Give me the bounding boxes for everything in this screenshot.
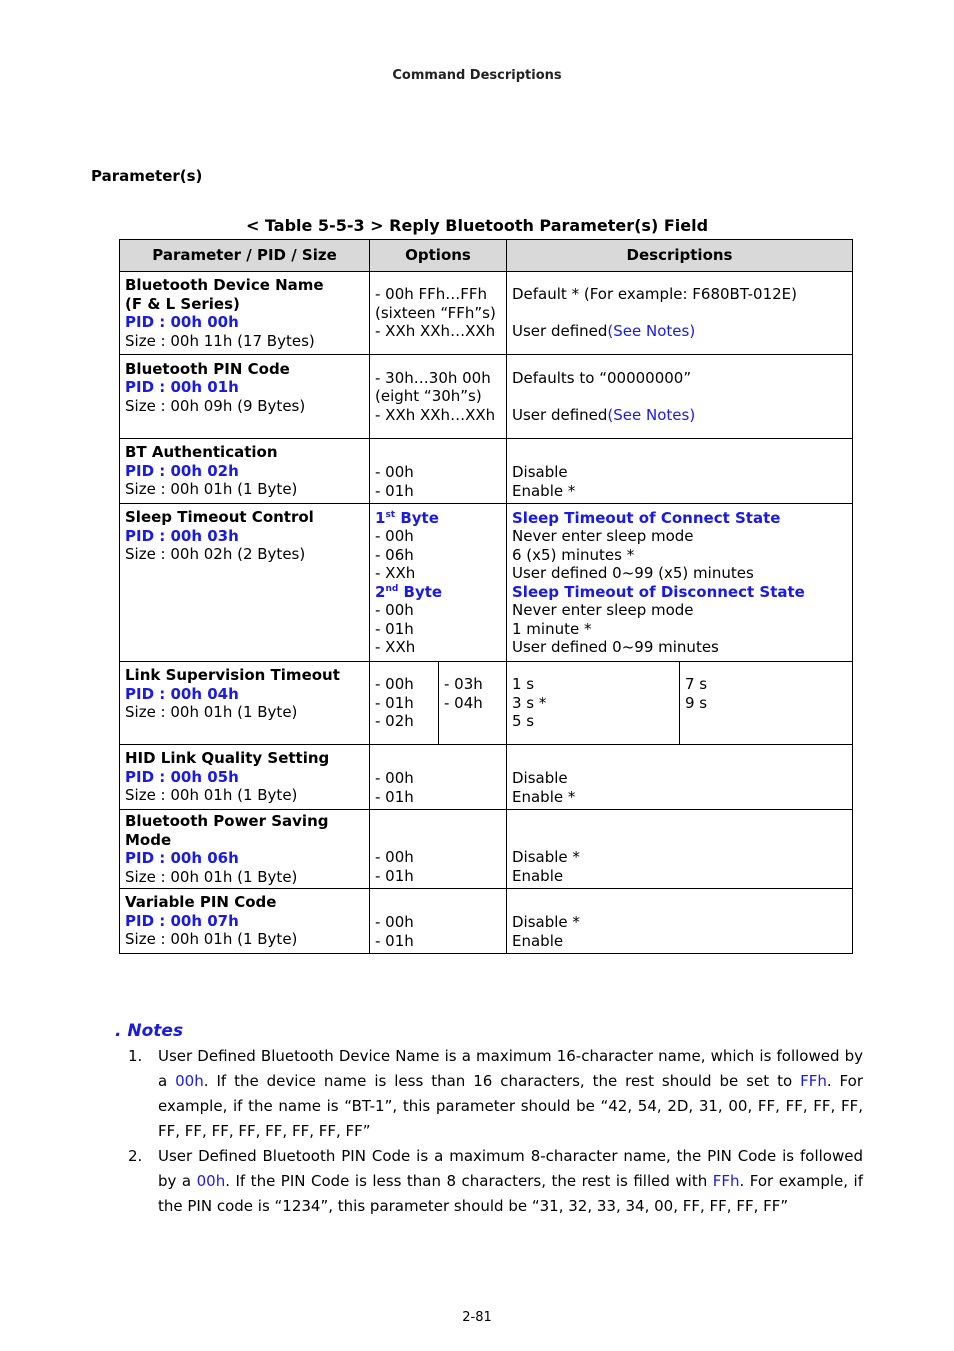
option-item: - 00h: [375, 769, 414, 787]
parameter-pid: PID : 00h 07h: [125, 911, 239, 930]
page-number: 2-81: [462, 1310, 492, 1325]
parameter-size: Size : 00h 01h (1 Byte): [125, 480, 298, 499]
note-item: [128, 1144, 863, 1219]
parameter-size: Size : 00h 02h (2 Bytes): [125, 545, 306, 563]
parameter-cell: [120, 439, 370, 504]
hex-value: 00h: [175, 1072, 204, 1090]
parameter-size: Size : 00h 01h (1 Byte): [125, 867, 298, 886]
options-cell: [370, 745, 507, 810]
description-item: Enable *: [512, 787, 576, 806]
see-notes-link[interactable]: (See Notes): [607, 322, 696, 341]
parameter-name: Sleep Timeout Control: [125, 508, 314, 526]
options-cell: [370, 439, 507, 504]
description-item: 1 minute *: [512, 619, 592, 638]
table-header-row: [120, 240, 853, 272]
description-item: 3 s *: [512, 693, 547, 712]
description-item: User defined: [512, 322, 608, 341]
option-item: - 06h: [375, 545, 414, 564]
parameters-table: [119, 239, 853, 954]
description-item: User defined 0~99 minutes: [512, 638, 719, 656]
table-row: [120, 745, 853, 810]
option-item: - 30h…30h 00h: [375, 368, 491, 387]
table-row: [120, 272, 853, 355]
description-item: Enable: [512, 866, 564, 885]
parameter-pid: PID : 00h 00h: [125, 313, 239, 331]
options-cell: [370, 355, 507, 439]
option-item: - 03h: [444, 675, 483, 694]
description-cell: [680, 662, 853, 745]
parameter-pid: PID : 00h 06h: [125, 849, 239, 867]
parameter-size: Size : 00h 01h (1 Byte): [125, 786, 298, 805]
option-item: - 01h: [375, 931, 414, 950]
parameter-size: Size : 00h 01h (1 Byte): [125, 703, 298, 721]
parameter-name: HID Link Quality Setting: [125, 749, 330, 768]
option-item: - 00h: [375, 527, 414, 545]
parameter-name: Bluetooth Device Name: [125, 276, 324, 294]
options-cell: [370, 662, 439, 745]
description-cell: [507, 745, 853, 810]
notes-title: . Notes: [115, 1021, 184, 1041]
description-heading: Sleep Timeout of Connect State: [512, 508, 781, 527]
parameter-pid: PID : 00h 01h: [125, 378, 239, 396]
description-item: User defined: [512, 405, 608, 424]
description-item: Defaults to “00000000”: [512, 368, 692, 387]
description-cell: [507, 810, 853, 889]
parameter-pid: PID : 00h 03h: [125, 526, 239, 545]
option-item: - 04h: [444, 693, 483, 712]
note-text: User Defined Bluetooth PIN Code is a maximum 8-character name, the PIN Code is followed by a 00h. If the PIN Code is less than 8 characters, the rest is filled with FFh. For example, if the PIN code is “1234”, this parameter should be “31, 32, 33, 34, 00, FF, FF, FF, FF”: [158, 1147, 863, 1215]
option-item: - 02h: [375, 712, 414, 731]
description-item: Default * (For example: F680BT-012E): [512, 285, 797, 304]
parameter-cell: [120, 810, 370, 889]
option-item: - 00h: [375, 848, 414, 866]
description-item: 7 s: [685, 675, 708, 694]
table-row: [120, 889, 853, 954]
option-item: - 01h: [375, 693, 414, 712]
option-item: - 01h: [375, 866, 414, 885]
description-cell: [507, 662, 680, 745]
hex-value: 00h: [196, 1172, 226, 1190]
running-header: Command Descriptions: [392, 68, 562, 83]
parameter-cell: [120, 504, 370, 662]
parameter-pid: PID : 00h 04h: [125, 684, 239, 703]
option-item: - 00h: [375, 601, 414, 619]
parameter-cell: [120, 889, 370, 954]
parameter-name: Bluetooth PIN Code: [125, 359, 290, 378]
option-item: (sixteen “FFh”s): [375, 303, 496, 322]
parameter-size: Size : 00h 09h (9 Bytes): [125, 396, 306, 415]
options-cell: [370, 504, 507, 662]
section-title: Parameter(s): [91, 167, 203, 185]
table-caption: < Table 5-5-3 > Reply Bluetooth Parameter(s) Field: [245, 216, 709, 235]
description-item: Disable *: [512, 848, 580, 866]
description-item: Never enter sleep mode: [512, 527, 694, 545]
parameter-size: Size : 00h 01h (1 Byte): [125, 930, 298, 949]
description-cell: [507, 355, 853, 439]
parameter-name: Variable PIN Code: [125, 893, 277, 912]
column-header: Options: [370, 240, 507, 272]
option-item: - XXh: [375, 564, 416, 582]
table-row: [120, 662, 853, 745]
description-item: 1 s: [512, 675, 535, 694]
column-header: Parameter / PID / Size: [120, 240, 370, 272]
parameter-subname: (F & L Series): [125, 294, 240, 313]
options-cell: [370, 272, 507, 355]
description-heading: Sleep Timeout of Disconnect State: [512, 582, 805, 601]
option-item: - 00h: [375, 913, 414, 931]
note-number: 2.: [128, 1147, 143, 1165]
note-item: [128, 1044, 863, 1144]
hex-value: FFh: [800, 1072, 827, 1090]
parameter-size: Size : 00h 11h (17 Bytes): [125, 331, 315, 350]
option-item: - 00h FFh…FFh: [375, 285, 488, 304]
option-item: - 01h: [375, 481, 414, 500]
note-number: 1.: [128, 1047, 143, 1065]
parameter-cell: [120, 272, 370, 355]
description-item: Never enter sleep mode: [512, 601, 694, 619]
description-item: 6 (x5) minutes *: [512, 545, 635, 564]
option-item: - 00h: [375, 463, 414, 481]
table-row: [120, 355, 853, 439]
byte1-label: 1st Byte: [375, 508, 439, 527]
option-item: (eight “30h”s): [375, 387, 482, 406]
options-cell: [370, 810, 507, 889]
see-notes-link[interactable]: (See Notes): [607, 405, 696, 424]
description-item: User defined 0~99 (x5) minutes: [512, 564, 754, 582]
description-item: 9 s: [685, 693, 708, 712]
parameter-name: Link Supervision Timeout: [125, 666, 340, 684]
description-item: Enable *: [512, 481, 576, 500]
table-row: [120, 810, 853, 889]
parameter-cell: [120, 745, 370, 810]
description-item: Disable: [512, 463, 568, 481]
column-header: Descriptions: [507, 240, 853, 272]
options-cell: [439, 662, 507, 745]
option-item: - 00h: [375, 675, 414, 694]
description-item: Disable: [512, 769, 568, 787]
option-item: - XXh XXh…XXh: [375, 322, 496, 341]
parameter-pid: PID : 00h 05h: [125, 767, 239, 786]
option-item: - XXh XXh…XXh: [375, 405, 496, 424]
parameter-pid: PID : 00h 02h: [125, 461, 239, 480]
parameter-name: Bluetooth Power Saving Mode: [125, 812, 329, 849]
description-item: 5 s: [512, 712, 535, 731]
hex-value: FFh: [712, 1172, 740, 1190]
description-cell: [507, 504, 853, 662]
parameter-cell: [120, 355, 370, 439]
note-text: User Defined Bluetooth Device Name is a maximum 16-character name, which is followed by a 00h. If the device name is less than 16 characters, the rest should be set to FFh. For example, if the name is “BT-1”, this parameter should be “42, 54, 2D, 31, 00, FF, FF, FF, FF, FF, FF, FF, FF, FF, FF, FF, FF”: [158, 1047, 863, 1140]
table-row: [120, 439, 853, 504]
option-item: - 01h: [375, 787, 414, 806]
parameter-cell: [120, 662, 370, 745]
description-item: Disable *: [512, 913, 580, 931]
option-item: - 01h: [375, 619, 414, 638]
parameter-name: BT Authentication: [125, 443, 278, 462]
options-cell: [370, 889, 507, 954]
table-row: [120, 504, 853, 662]
byte2-label: 2nd Byte: [375, 582, 443, 601]
description-item: Enable: [512, 931, 564, 950]
description-cell: [507, 889, 853, 954]
description-cell: [507, 272, 853, 355]
description-cell: [507, 439, 853, 504]
option-item: - XXh: [375, 638, 416, 656]
